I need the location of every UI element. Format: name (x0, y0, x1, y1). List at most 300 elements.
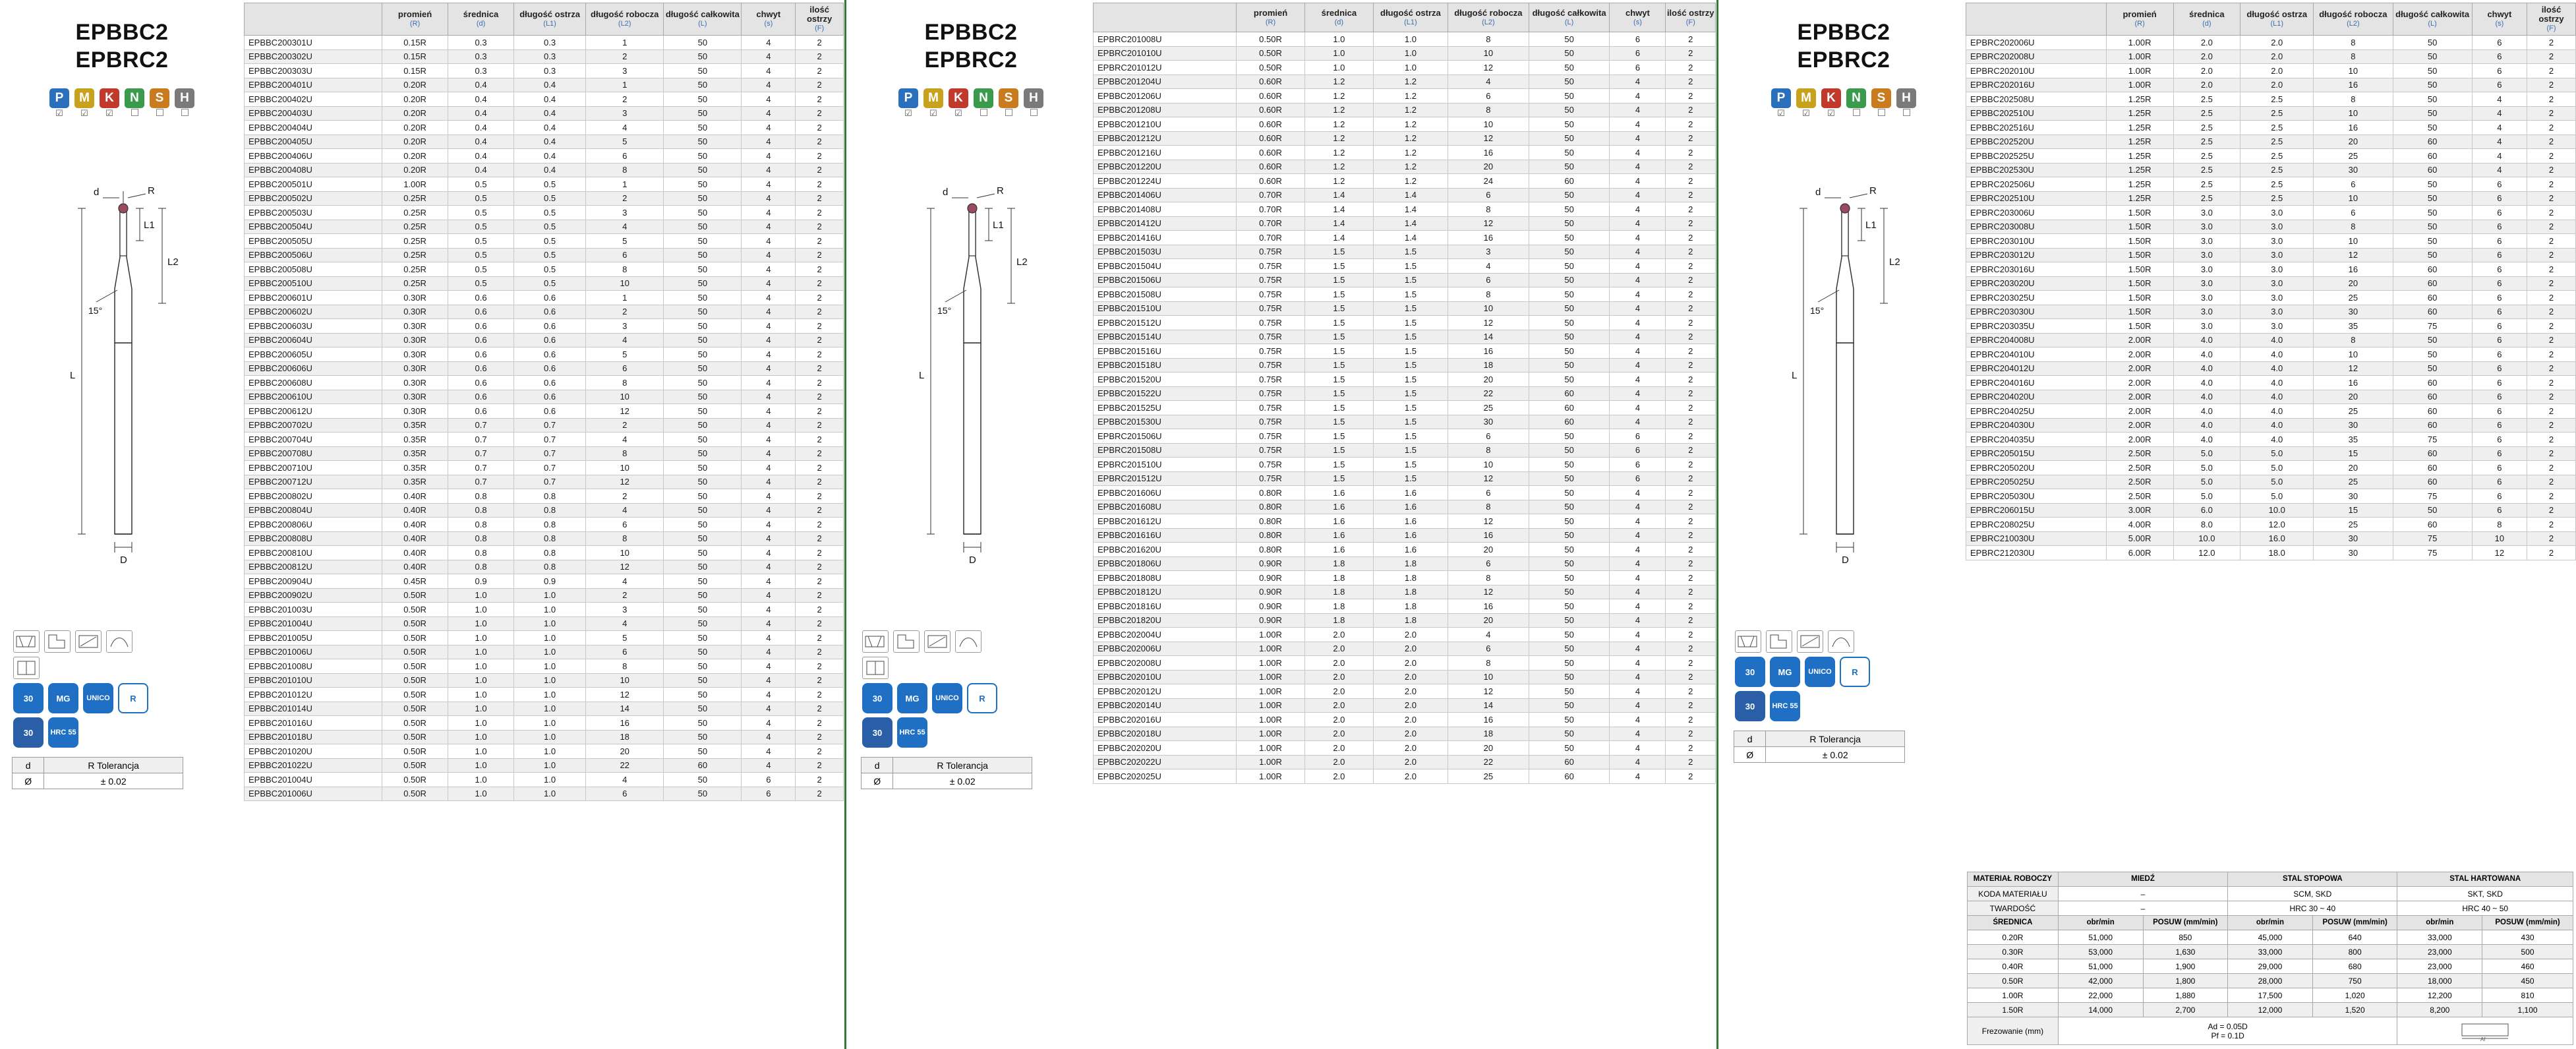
cell-5: 50 (664, 78, 742, 92)
table-row[interactable] (245, 702, 844, 716)
table-row[interactable] (1094, 259, 1716, 274)
table-row[interactable] (1966, 390, 2576, 404)
table-row[interactable] (1094, 103, 1716, 117)
table-row[interactable] (245, 390, 844, 404)
table-row[interactable] (1094, 556, 1716, 571)
table-row[interactable] (1094, 174, 1716, 189)
cell-6: 4 (1610, 670, 1666, 684)
material-letter: S (999, 88, 1018, 108)
table-row[interactable] (1966, 319, 2576, 334)
table-row[interactable] (245, 673, 844, 688)
table-row[interactable] (1094, 131, 1716, 146)
table-row[interactable] (1966, 191, 2576, 206)
table-row[interactable] (1094, 415, 1716, 429)
cell-6: 4 (2472, 106, 2527, 121)
cell-5: 50 (1529, 358, 1610, 373)
product-code: EPBBC200610U (245, 390, 382, 404)
cell-1: 1.00R (1237, 656, 1305, 671)
product-code: EPBBC201816U (1094, 599, 1237, 614)
column-header-3: długość ostrza (L1) (2240, 3, 2314, 36)
cell-1: 0.25R (382, 262, 448, 277)
table-row[interactable] (245, 36, 844, 50)
product-code: EPBRC205015U (1966, 446, 2107, 461)
table-row[interactable] (1094, 613, 1716, 628)
product-code: EPBBC201008U (245, 659, 382, 674)
cell-2: 5.0 (2173, 489, 2240, 504)
cell-2: 0.4 (448, 78, 514, 92)
table-row[interactable] (245, 716, 844, 731)
cell-5: 50 (2393, 248, 2472, 262)
panel-3-feature-badges-row-2 (1726, 691, 1962, 721)
table-row[interactable] (1094, 330, 1716, 344)
product-code: EPBBC202008U (1094, 656, 1237, 671)
table-row[interactable] (245, 418, 844, 433)
table-row[interactable] (245, 531, 844, 546)
table-row[interactable] (1094, 571, 1716, 585)
table-row[interactable] (1094, 471, 1716, 486)
table-row[interactable] (1966, 206, 2576, 220)
cell-7: 2 (2527, 489, 2576, 504)
cell-5: 50 (2393, 347, 2472, 362)
cell-1: 1.50R (2106, 262, 2173, 277)
table-row[interactable] (245, 787, 844, 801)
material-letter: K (1821, 88, 1841, 108)
table-row[interactable] (1094, 543, 1716, 557)
radius-label: R (979, 693, 985, 704)
table-row[interactable] (245, 276, 844, 291)
table-row[interactable] (245, 319, 844, 334)
table-row[interactable] (245, 291, 844, 305)
table-row[interactable] (1094, 344, 1716, 359)
table-row[interactable] (1094, 401, 1716, 415)
table-row[interactable] (245, 106, 844, 121)
table-row[interactable] (245, 461, 844, 475)
product-code: EPBBC201520U (1094, 373, 1237, 387)
table-row[interactable] (1094, 358, 1716, 373)
cell-6: 4 (742, 716, 796, 731)
product-code: EPBBC200506U (245, 248, 382, 262)
cell-7: 2 (1666, 32, 1716, 47)
table-row[interactable] (1966, 149, 2576, 164)
table-row[interactable] (1094, 188, 1716, 202)
cell-2: 0.4 (448, 92, 514, 107)
table-row[interactable] (1966, 433, 2576, 447)
table-row[interactable] (245, 446, 844, 461)
table-row[interactable] (1094, 75, 1716, 89)
product-code: EPBBC201208U (1094, 103, 1237, 117)
cell-5: 50 (1529, 373, 1610, 387)
cell-4: 30 (1448, 415, 1529, 429)
table-row[interactable] (1966, 446, 2576, 461)
table-row[interactable] (1966, 64, 2576, 78)
cell-3: 0.4 (514, 135, 586, 149)
cell-4: 4 (586, 616, 664, 631)
cell-5: 50 (1529, 131, 1610, 146)
cell-4: 8 (1448, 103, 1529, 117)
product-code: EPBBC201518U (1094, 358, 1237, 373)
table-row[interactable] (1094, 160, 1716, 174)
table-row[interactable] (245, 220, 844, 234)
radius-label: R (1852, 667, 1858, 677)
table-row[interactable] (245, 688, 844, 702)
table-row[interactable] (245, 49, 844, 64)
product-code: EPBBC200406U (245, 149, 382, 164)
cell-4: 4 (586, 433, 664, 447)
cell-1: 0.20R (382, 149, 448, 164)
table-row[interactable] (1966, 418, 2576, 433)
table-row[interactable] (245, 773, 844, 787)
table-row[interactable] (1094, 386, 1716, 401)
cell-1: 0.75R (1237, 330, 1305, 344)
table-row[interactable] (1966, 234, 2576, 249)
cell-7: 2 (2527, 531, 2576, 546)
table-row[interactable] (245, 206, 844, 220)
table-row[interactable] (1094, 458, 1716, 472)
table-row[interactable] (1094, 373, 1716, 387)
table-row[interactable] (245, 361, 844, 376)
cell-4: 6 (2314, 206, 2393, 220)
cell-5: 50 (664, 659, 742, 674)
cutting-data-row (1968, 959, 2573, 974)
cell-1: 0.50R (1237, 32, 1305, 47)
cell-6: 4 (742, 688, 796, 702)
cell-6: 4 (742, 78, 796, 92)
table-row[interactable] (1094, 46, 1716, 61)
cutting-data-table-wrap (1967, 872, 2573, 1045)
cell-7: 2 (1666, 415, 1716, 429)
table-row[interactable] (1094, 89, 1716, 104)
cell-4: 6 (1448, 486, 1529, 500)
cell-2: 2.5 (2173, 92, 2240, 107)
table-row[interactable] (1094, 741, 1716, 756)
table-row[interactable] (1966, 78, 2576, 92)
cell-4: 8 (586, 531, 664, 546)
cell-2: 0.6 (448, 291, 514, 305)
table-row[interactable] (1966, 291, 2576, 305)
cell-5: 50 (664, 347, 742, 362)
table-row[interactable] (245, 149, 844, 164)
cell-1: 0.60R (1237, 131, 1305, 146)
table-row[interactable] (1966, 503, 2576, 518)
cell-3: 0.3 (514, 49, 586, 64)
table-row[interactable] (245, 603, 844, 617)
cell-2: 1.0 (448, 588, 514, 603)
table-row[interactable] (1094, 61, 1716, 75)
product-code: EPBBC200806U (245, 518, 382, 532)
table-row[interactable] (1966, 49, 2576, 64)
cell-1: 1.25R (2106, 92, 2173, 107)
cell-7: 2 (796, 135, 844, 149)
cell-4: 14 (1448, 330, 1529, 344)
table-row[interactable] (1094, 245, 1716, 259)
table-row[interactable] (245, 163, 844, 177)
cell-3: 0.4 (514, 78, 586, 92)
table-row[interactable] (245, 433, 844, 447)
table-row[interactable] (245, 64, 844, 78)
cell-2: 0.8 (448, 531, 514, 546)
table-row[interactable] (1966, 361, 2576, 376)
table-row[interactable] (1094, 287, 1716, 302)
cell-1: 0.50R (382, 758, 448, 773)
cell-2: 1.2 (1304, 131, 1373, 146)
table-row[interactable] (1966, 347, 2576, 362)
cell-3: 1.5 (1373, 344, 1448, 359)
table-row[interactable] (1094, 500, 1716, 514)
cell-5: 50 (664, 262, 742, 277)
cell-7: 2 (796, 404, 844, 419)
cell-2: 4.0 (2173, 390, 2240, 404)
table-row[interactable] (1966, 106, 2576, 121)
table-row[interactable] (1966, 121, 2576, 135)
cell-3: 0.4 (514, 163, 586, 177)
cell-3: 1.6 (1373, 528, 1448, 543)
cutting-value-4: 680 (2312, 959, 2397, 974)
table-row[interactable] (245, 574, 844, 589)
table-row[interactable] (245, 305, 844, 319)
table-row[interactable] (1966, 248, 2576, 262)
cell-6: 4 (742, 574, 796, 589)
svg-text:L1: L1 (1865, 220, 1877, 231)
table-row[interactable] (1966, 518, 2576, 532)
table-row[interactable] (1966, 163, 2576, 177)
table-row[interactable] (245, 347, 844, 362)
cell-4: 6 (586, 787, 664, 801)
table-row[interactable] (1966, 333, 2576, 347)
table-row[interactable] (245, 248, 844, 262)
table-row[interactable] (1966, 376, 2576, 390)
table-row[interactable] (1094, 585, 1716, 599)
cell-2: 1.8 (1304, 599, 1373, 614)
table-row[interactable] (245, 262, 844, 277)
cell-5: 50 (1529, 656, 1610, 671)
table-row[interactable] (1094, 727, 1716, 741)
table-row[interactable] (245, 177, 844, 192)
title-line-2: EPBRC2 (1797, 47, 1890, 73)
table-row[interactable] (1966, 262, 2576, 277)
table-row[interactable] (1094, 273, 1716, 287)
cell-7: 2 (2527, 390, 2576, 404)
table-row[interactable] (1094, 202, 1716, 217)
table-row[interactable] (245, 758, 844, 773)
cell-3: 2.0 (1373, 769, 1448, 784)
cell-4: 8 (2314, 92, 2393, 107)
product-code: EPBBC200708U (245, 446, 382, 461)
table-row[interactable] (245, 135, 844, 149)
product-code: EPBBC201210U (1094, 117, 1237, 132)
table-row[interactable] (1966, 489, 2576, 504)
cell-6: 4 (2472, 92, 2527, 107)
cell-2: 1.5 (1304, 415, 1373, 429)
cell-4: 6 (586, 361, 664, 376)
table-row[interactable] (1094, 231, 1716, 245)
table-row[interactable] (1094, 656, 1716, 671)
table-row[interactable] (1094, 528, 1716, 543)
cell-7: 2 (1666, 117, 1716, 132)
cell-6: 6 (2472, 333, 2527, 347)
table-row[interactable] (245, 744, 844, 759)
table-row[interactable] (1966, 276, 2576, 291)
table-row[interactable] (245, 489, 844, 504)
cell-2: 2.0 (2173, 64, 2240, 78)
cell-6: 4 (1610, 528, 1666, 543)
svg-text:15°: 15° (937, 305, 952, 316)
table-row[interactable] (245, 503, 844, 518)
table-row[interactable] (1094, 316, 1716, 330)
cell-5: 50 (2393, 220, 2472, 234)
table-row[interactable] (1094, 755, 1716, 769)
table-row[interactable] (1966, 92, 2576, 107)
table-row[interactable] (1094, 684, 1716, 699)
cell-1: 3.00R (2106, 503, 2173, 518)
cell-2: 3.0 (2173, 234, 2240, 249)
product-code: EPBBC201616U (1094, 528, 1237, 543)
panel-divider-2 (1716, 0, 1718, 1049)
product-code: EPBBC200904U (245, 574, 382, 589)
table-row[interactable] (245, 518, 844, 532)
table-row[interactable] (245, 546, 844, 560)
table-row[interactable] (1966, 546, 2576, 560)
cutting-value-4: 640 (2312, 930, 2397, 945)
product-code: EPBBC201620U (1094, 543, 1237, 557)
table-row[interactable] (245, 333, 844, 347)
table-row[interactable] (245, 234, 844, 249)
table-row[interactable] (245, 560, 844, 574)
svg-text:d: d (94, 187, 100, 198)
cell-4: 35 (2314, 433, 2393, 447)
material-letter: H (175, 88, 194, 108)
cell-1: 0.90R (1237, 571, 1305, 585)
table-row[interactable] (245, 92, 844, 107)
panel-3-feature-badges-row-1 (1726, 657, 1962, 687)
cell-4: 16 (586, 716, 664, 731)
cell-5: 50 (2393, 333, 2472, 347)
cell-1: 0.60R (1237, 174, 1305, 189)
cell-1: 0.50R (382, 773, 448, 787)
table-row[interactable] (1966, 135, 2576, 149)
table-row[interactable] (1094, 117, 1716, 132)
table-row[interactable] (1094, 486, 1716, 500)
cell-4: 1 (586, 78, 664, 92)
cell-1: 1.00R (1237, 698, 1305, 713)
panel-1-spec-table (244, 3, 844, 801)
table-row[interactable] (1966, 531, 2576, 546)
cell-3: 1.0 (514, 758, 586, 773)
cell-1: 0.30R (382, 347, 448, 362)
table-row[interactable] (1966, 220, 2576, 234)
cell-2: 0.7 (448, 418, 514, 433)
cell-2: 3.0 (2173, 262, 2240, 277)
cutting-value-4: 1,020 (2312, 988, 2397, 1003)
subheader-2: obr/min (2228, 916, 2313, 930)
cell-2: 1.0 (448, 616, 514, 631)
cell-2: 1.2 (1304, 89, 1373, 104)
cell-6: 6 (1610, 46, 1666, 61)
table-row[interactable] (1094, 769, 1716, 784)
table-row[interactable] (1094, 32, 1716, 47)
cell-3: 2.0 (1373, 684, 1448, 699)
table-row[interactable] (245, 631, 844, 645)
cell-1: 1.00R (1237, 741, 1305, 756)
table-row[interactable] (245, 475, 844, 489)
table-row[interactable] (1094, 429, 1716, 444)
cell-7: 2 (2527, 36, 2576, 50)
cell-7: 2 (796, 333, 844, 347)
table-row[interactable] (1094, 642, 1716, 656)
cell-4: 30 (2314, 531, 2393, 546)
table-row[interactable] (245, 645, 844, 659)
table-row[interactable] (1094, 301, 1716, 316)
cell-2: 3.0 (2173, 248, 2240, 262)
cell-3: 18.0 (2240, 546, 2314, 560)
table-row[interactable] (1094, 216, 1716, 231)
table-row[interactable] (1966, 475, 2576, 489)
table-row[interactable] (1966, 404, 2576, 419)
table-row[interactable] (245, 376, 844, 390)
tolerance-header-left: d (1734, 731, 1766, 747)
table-row[interactable] (245, 404, 844, 419)
table-row[interactable] (1094, 628, 1716, 642)
table-row[interactable] (245, 616, 844, 631)
table-row[interactable] (245, 78, 844, 92)
table-row[interactable] (1094, 698, 1716, 713)
table-row[interactable] (1094, 599, 1716, 614)
cell-3: 1.0 (1373, 46, 1448, 61)
hatch-30-badge (1735, 691, 1765, 721)
cell-3: 1.0 (514, 702, 586, 716)
table-row[interactable] (1966, 36, 2576, 50)
cell-6: 4 (742, 475, 796, 489)
product-code: EPBBC201204U (1094, 75, 1237, 89)
plunging-icon (13, 657, 40, 679)
table-row[interactable] (1094, 514, 1716, 529)
table-row[interactable] (1094, 146, 1716, 160)
cell-5: 50 (1529, 429, 1610, 444)
cell-1: 0.75R (1237, 443, 1305, 458)
table-row[interactable] (245, 191, 844, 206)
cell-1: 0.90R (1237, 599, 1305, 614)
cell-1: 0.75R (1237, 458, 1305, 472)
panel-2-left-column (849, 0, 1093, 1049)
product-code: EPBRC201008U (1094, 32, 1237, 47)
cell-1: 0.25R (382, 220, 448, 234)
panel-2 (849, 0, 1716, 1049)
product-code: EPBBC201408U (1094, 202, 1237, 217)
hatch-30-label: 30 (1745, 701, 1755, 711)
table-row[interactable] (1966, 461, 2576, 475)
table-row[interactable] (1094, 713, 1716, 727)
table-row[interactable] (245, 659, 844, 674)
table-row[interactable] (1966, 177, 2576, 192)
cell-4: 6 (1448, 556, 1529, 571)
cell-6: 6 (1610, 443, 1666, 458)
cell-1: 0.25R (382, 206, 448, 220)
cell-6: 6 (2472, 206, 2527, 220)
cell-5: 60 (2393, 446, 2472, 461)
cell-4: 5 (586, 135, 664, 149)
table-row[interactable] (1094, 443, 1716, 458)
cell-6: 6 (2472, 390, 2527, 404)
table-row[interactable] (1094, 670, 1716, 684)
column-header-0 (1094, 3, 1237, 32)
slotting-icon (1735, 630, 1761, 653)
table-row[interactable] (245, 730, 844, 744)
cell-2: 0.3 (448, 64, 514, 78)
unico-badge (932, 683, 962, 713)
table-row[interactable] (245, 588, 844, 603)
cell-2: 5.0 (2173, 461, 2240, 475)
table-row[interactable] (245, 121, 844, 135)
table-row[interactable] (1966, 305, 2576, 319)
